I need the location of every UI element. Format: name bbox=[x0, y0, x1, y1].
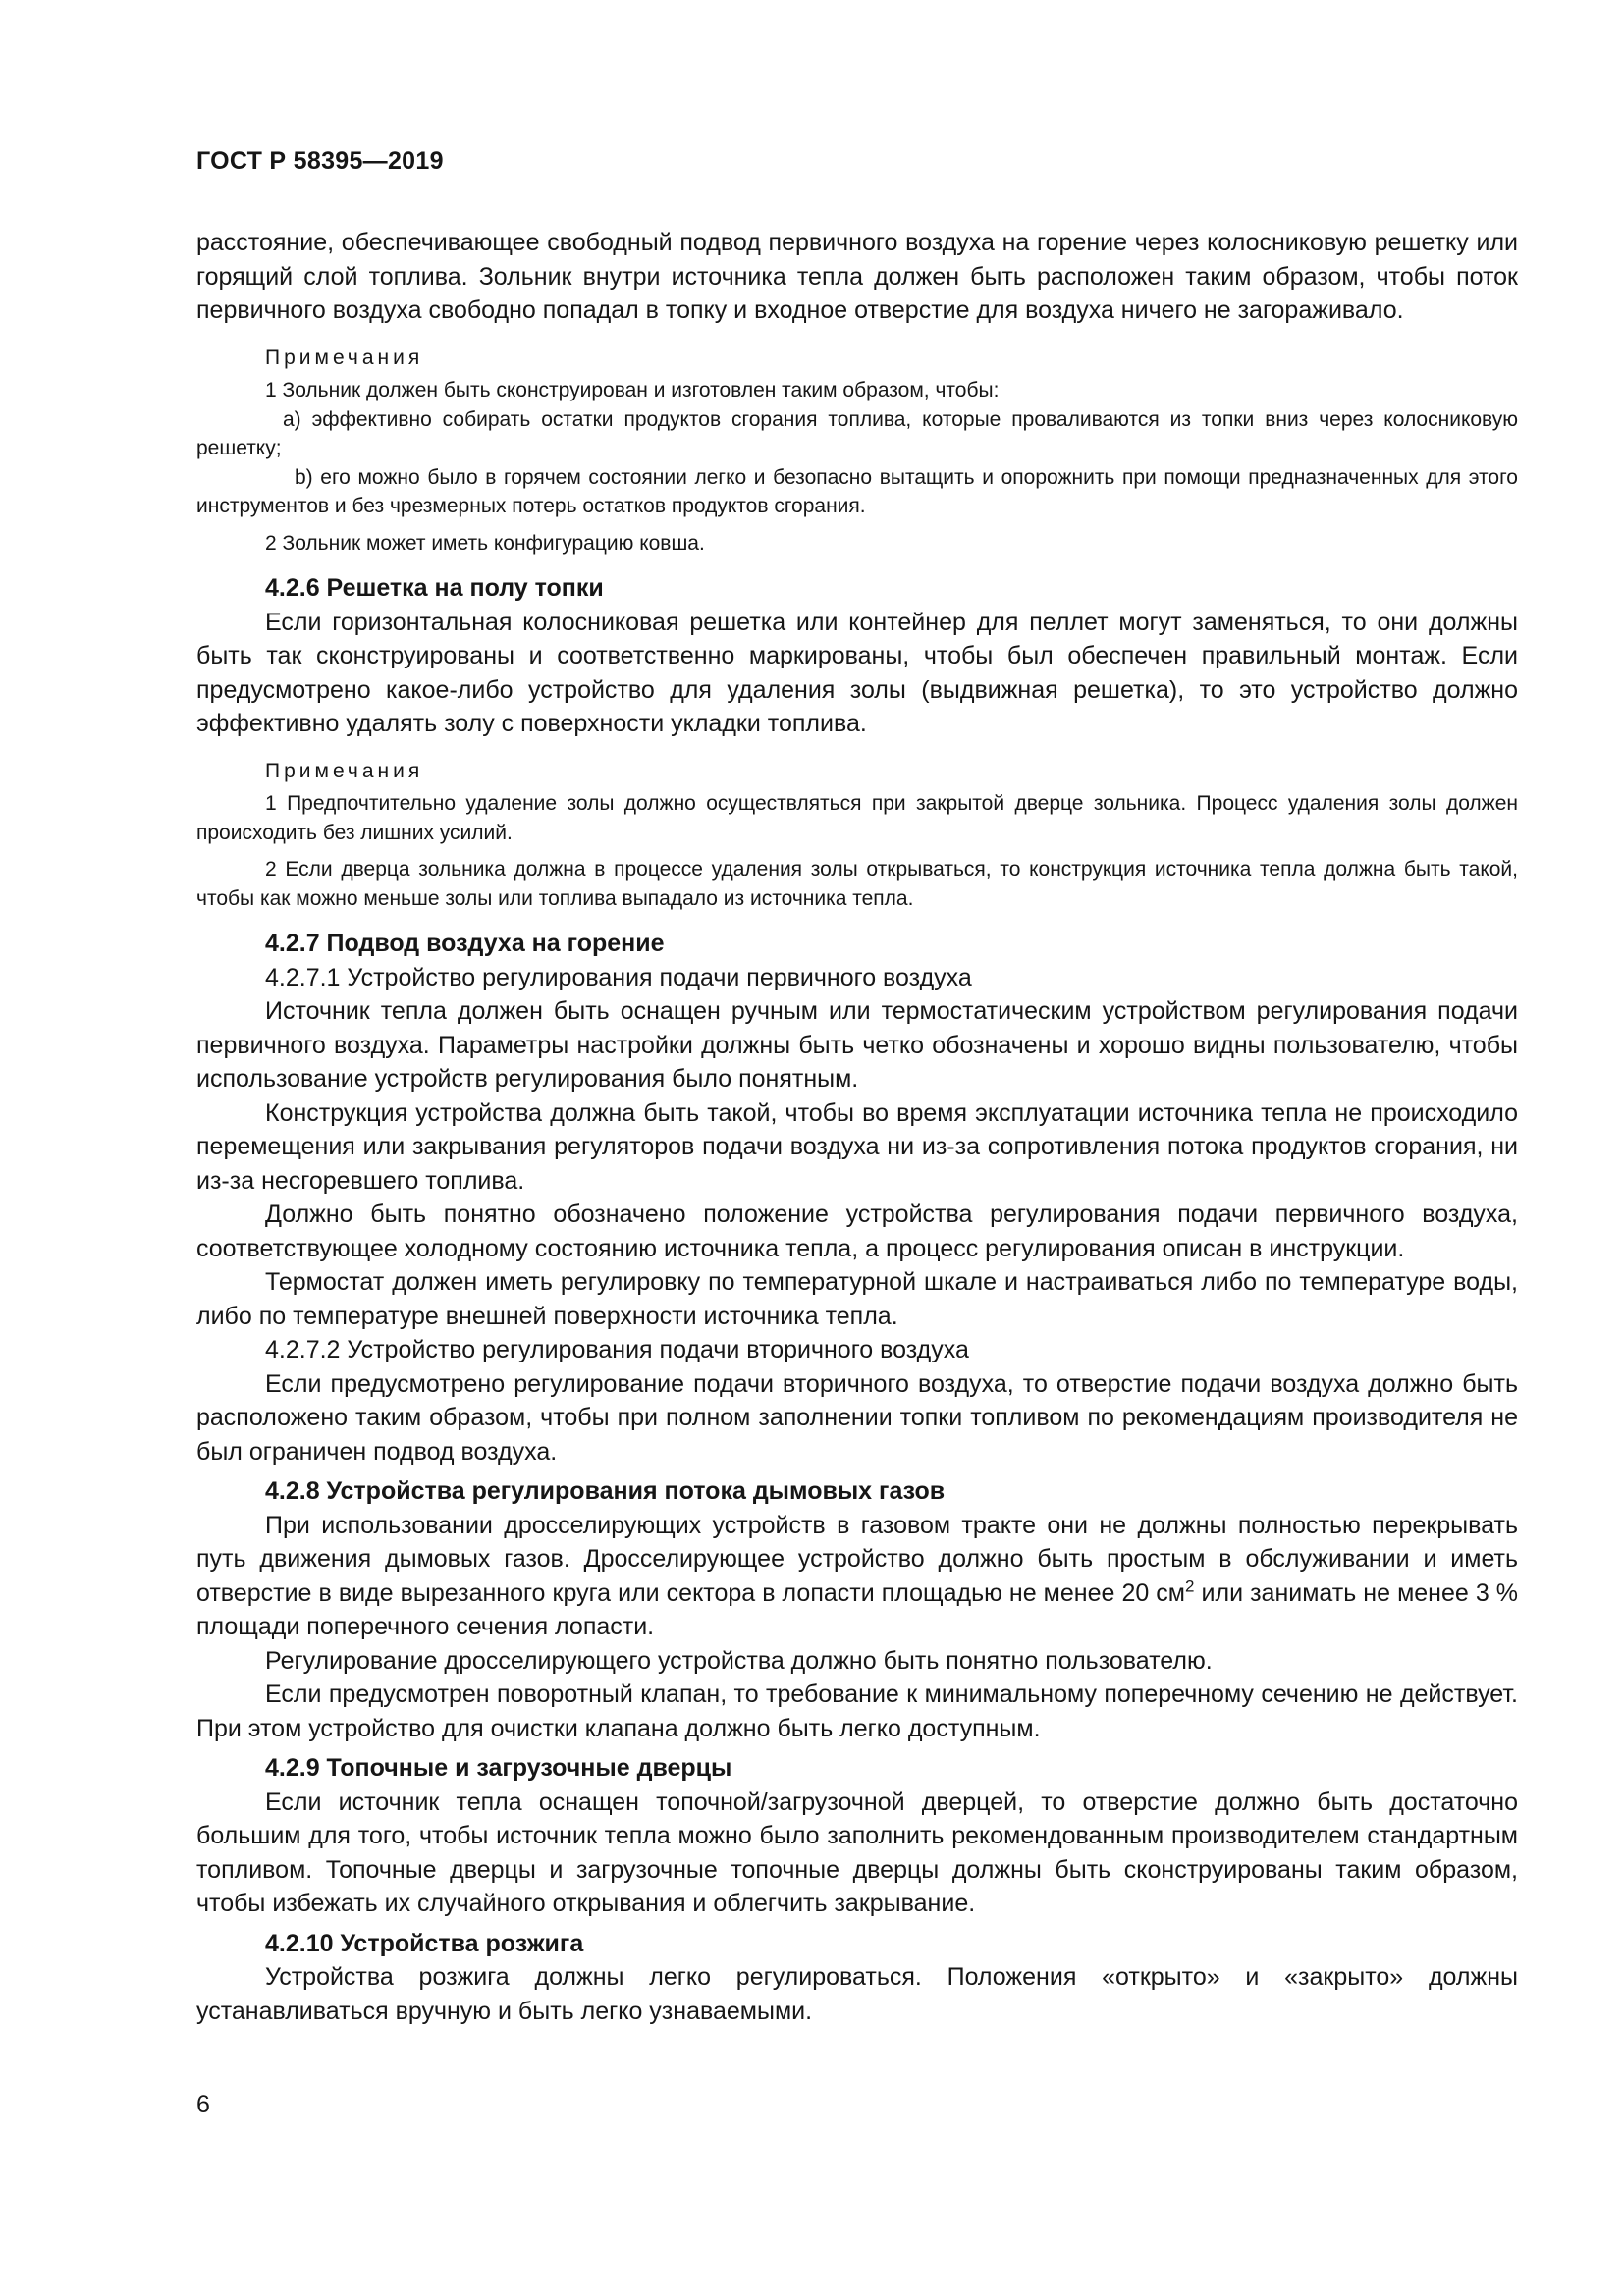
section-4-2-8-paragraph-1 bbox=[196, 1509, 1518, 1644]
note-1: 1 Зольник должен быть сконструирован и изготовлен таким образом, чтобы: bbox=[265, 379, 1000, 401]
notes-title: Примечания bbox=[265, 346, 424, 369]
section-heading-4-2-8: 4.2.8 Устройства регулирования потока дымовых газов bbox=[265, 1477, 946, 1505]
section-4-2-6-paragraph: Если горизонтальная колосниковая решетка или контейнер для пеллет могут заменяться, то они должны быть так сконструированы и соответственно маркированы, чтобы был обеспечен правильный монтаж. Если предусмотрено какое-либо устройство для удаления золы (выдвижная решетка), то это устройство должно эффективно удалять золу с поверхности укладки топлива. bbox=[196, 608, 1518, 737]
section-heading-4-2-7: 4.2.7 Подвод воздуха на горение bbox=[265, 930, 665, 957]
document-page bbox=[196, 0, 1518, 2296]
square-superscript: 2 bbox=[1185, 1576, 1195, 1596]
page-number: 6 bbox=[196, 2091, 210, 2118]
section-4-2-7-paragraph-1: Источник тепла должен быть оснащен ручным или термостатическим устройством регулирования подачи первичного воздуха. Параметры настройки должны быть четко обозначены и хорошо видны пользователю, чтобы использование устройств регулирования было понятным. bbox=[196, 997, 1518, 1093]
intro-paragraph: расстояние, обеспечивающее свободный подвод первичного воздуха на горение через колосниковую решетку или горящий слой топлива. Зольник внутри источника тепла должен быть расположен таким образом, чтобы поток первичного воздуха свободно попадал в топку и входное отверстие для воздуха ничего не загораживало. bbox=[196, 229, 1518, 324]
section-4-2-7-paragraph-4: Термостат должен иметь регулировку по температурной шкале и настраиваться либо по температуре воды, либо по температуре внешней поверхности источника тепла. bbox=[196, 1268, 1518, 1330]
document-body bbox=[196, 226, 1518, 2028]
section-4-2-7-paragraph-3: Должно быть понятно обозначено положение устройства регулирования подачи первичного воздуха, соответствующее холодному состоянию источника тепла, а процесс регулирования описан в инструкции. bbox=[196, 1201, 1518, 1262]
note-1b: b) его можно было в горячем состоянии легко и безопасно вытащить и опорожнить при помощи предназначенных для этого инструментов и без чрезмерных потерь остатков продуктов сгорания. bbox=[196, 465, 1518, 517]
section-4-2-8-paragraph-1-tail: или занимать не менее 3 % площади поперечного сечения лопасти. bbox=[196, 1578, 1519, 1640]
subsection-4-2-7-1: 4.2.7.1 Устройство регулирования подачи первичного воздуха bbox=[265, 963, 972, 991]
notes-title-2: Примечания bbox=[265, 759, 424, 782]
section-heading-4-2-9: 4.2.9 Топочные и загрузочные дверцы bbox=[265, 1754, 732, 1782]
section-4-2-10-paragraph: Устройства розжига должны легко регулироваться. Положения «открыто» и «закрыто» должны устанавливаться вручную и быть легко узнаваемыми. bbox=[196, 1963, 1518, 2025]
note-2: 2 Зольник может иметь конфигурацию ковша. bbox=[265, 531, 705, 555]
section-4-2-9-paragraph: Если источник тепла оснащен топочной/загрузочной дверцей, то отверстие должно быть достаточно большим для того, чтобы источник тепла можно было заполнить рекомендованным производителем стандартным топливом. Топочные дверцы и загрузочные топочные дверцы должны быть сконструированы таким образом, чтобы избежать их случайного открывания и облегчить закрывание. bbox=[196, 1788, 1518, 1917]
note-4-2-6-2: 2 Если дверца зольника должна в процессе удаления золы открываться, то конструкция источника тепла должна быть такой, чтобы как можно меньше золы или топлива выпадало из источника тепла. bbox=[196, 858, 1518, 910]
section-4-2-8-paragraph-2: Регулирование дросселирующего устройства должно быть понятно пользователю. bbox=[265, 1646, 1213, 1675]
section-4-2-8-paragraph-3: Если предусмотрен поворотный клапан, то требование к минимальному поперечному сечению не действует. При этом устройство для очистки клапана должно быть легко доступным. bbox=[196, 1681, 1518, 1742]
section-heading-4-2-10: 4.2.10 Устройства розжига bbox=[265, 1929, 584, 1957]
note-1a: a) эффективно собирать остатки продуктов сгорания топлива, которые проваливаются из топки вниз через колосниковую решетку; bbox=[196, 407, 1518, 459]
subsection-4-2-7-2: 4.2.7.2 Устройство регулирования подачи вторичного воздуха bbox=[265, 1336, 969, 1363]
section-4-2-7-paragraph-5: Если предусмотрено регулирование подачи вторичного воздуха, то отверстие подачи воздуха должно быть расположено таким образом, чтобы при полном заполнении топки топливом по рекомендациям производителя не был ограничен подвод воздуха. bbox=[196, 1369, 1518, 1466]
section-4-2-8-paragraph-1-text: При использовании дросселирующих устройств в газовом тракте они не должны полностью перекрывать путь движения дымовых газов. Дросселирующее устройство должно быть простым в обслуживании и иметь отверстие в виде вырезанного круга или сектора в лопасти площадью не менее 20 см bbox=[196, 1511, 1518, 1607]
note-4-2-6-1: 1 Предпочтительно удаление золы должно осуществляться при закрытой дверце зольника. Процесс удаления золы должен происходить без лишних усилий. bbox=[196, 792, 1518, 844]
standard-header: ГОСТ Р 58395—2019 bbox=[196, 147, 444, 175]
section-heading-4-2-6: 4.2.6 Решетка на полу топки bbox=[265, 574, 604, 602]
section-4-2-7-paragraph-2: Конструкция устройства должна быть такой, чтобы во время эксплуатации источника тепла не происходило перемещения или закрывания регуляторов подачи воздуха ни из-за сопротивления потока продуктов сгорания, ни из-за несгоревшего топлива. bbox=[196, 1098, 1518, 1195]
